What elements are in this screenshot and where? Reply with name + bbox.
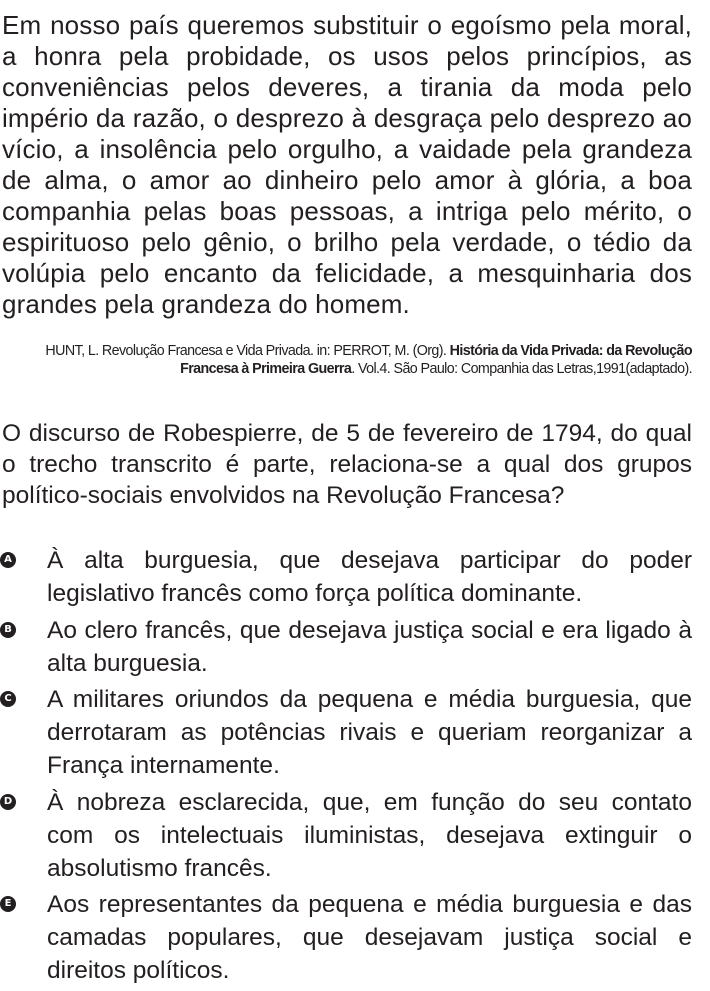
option-e-letter-badge: E [0,896,16,912]
option-d-text: À nobreza esclarecida, que, em função do seu contato com os intelectuais iluministas, desejava extinguir o absolutismo francês. [47,788,692,882]
option-b-text: Ao clero francês, que desejava justiça social e era ligado à alta burguesia. [47,616,692,677]
option-b[interactable] [0,614,710,680]
option-b-letter-badge: B [0,622,16,638]
citation-prefix: HUNT, L. Revolução Francesa e Vida Privada. in: PERROT, M. (Org). [45,343,450,359]
option-e-text: Aos representantes da pequena e média burguesia e das camadas populares, que desejavam justiça social e direitos políticos. [47,891,692,984]
answer-options [0,544,710,991]
option-a[interactable] [0,544,710,610]
option-a-text: À alta burguesia, que desejava participar do poder legislativo francês como força política dominante. [47,547,692,607]
option-c-letter-badge: C [0,691,16,707]
option-c[interactable] [0,683,710,782]
question-stem: O discurso de Robespierre, de 5 de fevereiro de 1794, do qual o trecho transcrito é parte, relaciona-se a qual dos grupos político-sociais envolvidos na Revolução Francesa? [2,420,692,509]
citation-title: História da Vida Privada: da Revolução Francesa à Primeira Guerra [180,343,692,377]
option-a-letter-badge: A [0,552,16,568]
source-passage: Em nosso país queremos substituir o egoísmo pela moral, a honra pela probidade, os usos pelos princípios, as conveniências pelos deveres, a tirania da moda pelo império da razão, o desprezo à desgraça pelo desprezo ao vício, a insolência pelo orgulho, a vaidade pela grandeza de alma, o amor ao dinheiro pelo amor à glória, a boa companhia pelas boas pessoas, a intriga pelo mérito, o espirituoso pelo gênio, o brilho pela verdade, o tédio da volúpia pelo encanto da felicidade, a mesquinharia dos grandes pela grandeza do homem. [2,10,692,319]
option-e[interactable] [0,888,710,987]
citation-suffix: . Vol.4. São Paulo: Companhia das Letras,1991(adaptado). [351,361,692,377]
option-c-text: A militares oriundos da pequena e média burguesia, que derrotaram as potências rivais e queriam reorganizar a França internamente. [47,686,692,779]
source-citation [20,342,692,378]
option-d-letter-badge: D [0,794,16,810]
option-d[interactable] [0,786,710,885]
